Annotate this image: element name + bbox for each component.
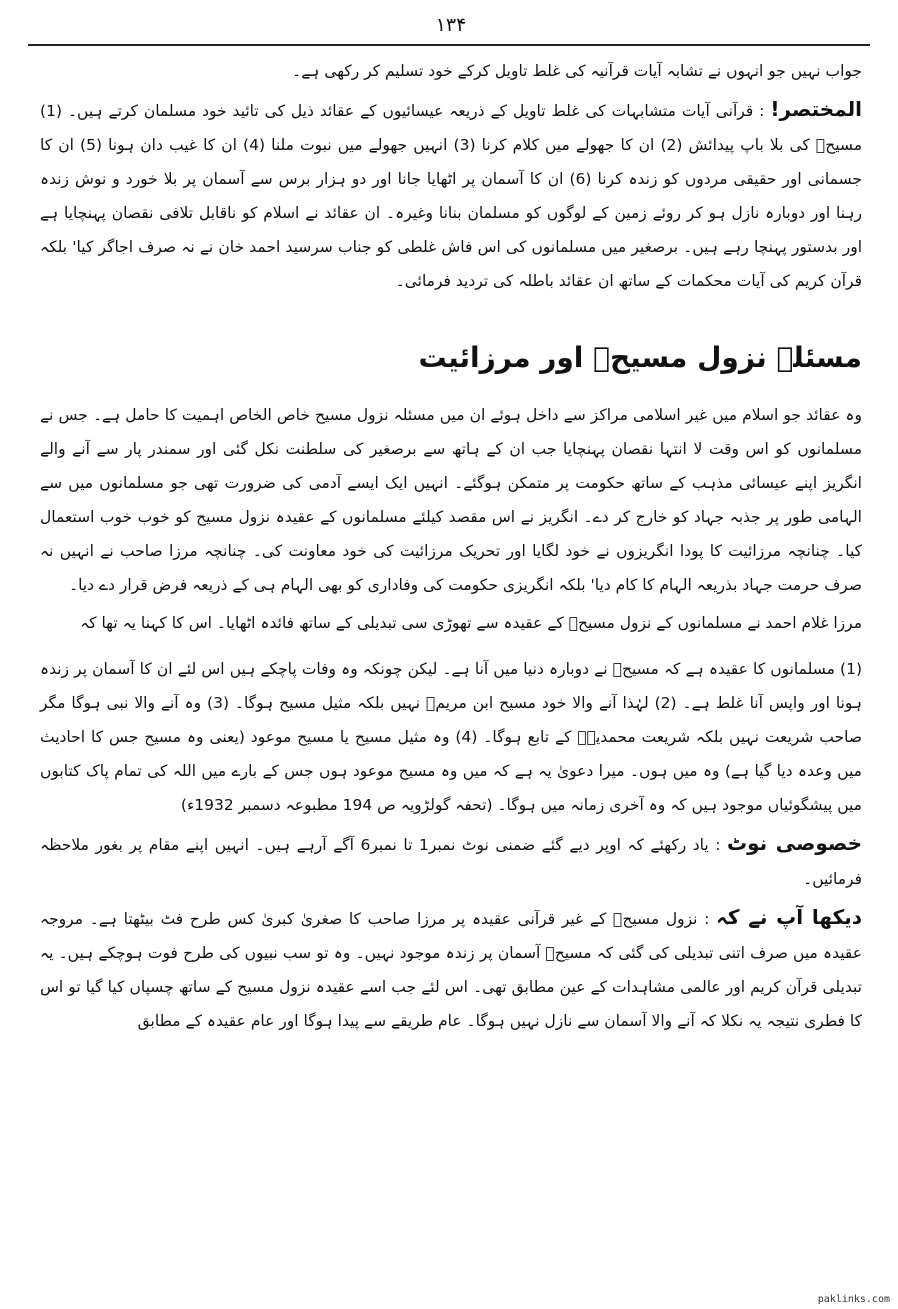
conclusion-line: عقیدہ میں صرف اتنی تبدیلی کی گئی کہ مسیحؑ آسمان پر زندہ موجود نہیں۔ وہ تو سب نبیوں کی طرح فوت ہوچکے ہیں۔ یہ xyxy=(40,944,862,962)
para1-line: کے ذریعہ فرض قرار دے دیا۔ xyxy=(69,576,249,594)
conclusion-line: تبدیلی قرآن کریم اور عالمی مشاہدات کے عین مطابق تھی۔ اس لئے جب اسے عقیدہ نزول مسیح کے ساتھ چسپاں کیا گیا xyxy=(85,978,862,996)
intro-line: جواب نہیں جو انہوں نے تشابہ آیات قرآنیہ کی غلط تاویل کرکے خود تسلیم کر رکھی ہے۔ xyxy=(292,62,862,80)
para1-line: وہ عقائد جو اسلام میں غیر اسلامی مراکز سے داخل ہوئے ان میں مسئلہ نزول مسیح خاص الخاص اہمیت کا حامل ہے۔ xyxy=(92,406,862,424)
summary-line: ان کا جسمانی اور حقیقی مردوں کو زندہ کرنا (6) ان کا آسمان پر اٹھایا جانا اور دو ہزار برس سے آسمان پر بلا خورد و نوش xyxy=(40,136,862,188)
para1-line: جس نے مسلمانوں کو اس وقت لا انتہا نقصان پہنچایا جب ان کے ہاتھ سے برصغیر کی سلطنت نکل گئی اور سمندر پار سے xyxy=(40,406,862,458)
summary-line: : قرآنی آیات متشابہات کی غلط تاویل کے ذریعہ عیسائیوں کے عقائد ذیل کی تائید خود مسلمان کرتے ہیں۔ (1) xyxy=(40,102,765,120)
summary-line: اجاگر کیا' بلکہ قرآن کریم کی آیات محکمات کے ساتھ ان عقائد باطلہ کی تردید فرمائی۔ xyxy=(40,238,862,290)
quote-line: پاک کتابوں میں پیشگوئیاں موجود ہیں کہ وہ آخری زمانہ میں ہوگا۔ (تحفہ گولڑویہ ص 194 مطبوعہ دسمبر 1932ء) xyxy=(40,762,862,814)
header-rule xyxy=(28,44,870,46)
para1 xyxy=(40,398,862,602)
summary-line: مسیحؑ کی بلا باپ پیدائش (2) ان کا جھولے میں کلام کرنا (3) انہیں جھولے میں نبوت ملنا (4) ان کا غیب دان ہونا (5) xyxy=(80,136,863,154)
para2-line: مرزا غلام احمد نے مسلمانوں کے نزول مسیحؑ کے عقیدہ سے تھوڑی سی تبدیلی کے ساتھ فائدہ اٹھایا۔ اس کا کہنا یہ xyxy=(122,614,862,632)
special-note-paragraph xyxy=(40,826,862,896)
para1-line: خوب خوب استعمال کیا۔ چنانچہ مرزائیت کا پودا انگریزوں نے خود لگایا اور تحریک مرزائیت کی خود معاونت کی۔ چنانچہ xyxy=(40,508,863,560)
special-note-line: ملاحظہ فرمائیں۔ xyxy=(40,836,862,888)
para1-line: مسلمانوں میں سے الہامی طور پر جذبہ جہاد کو خارج کر دے۔ انگریز نے اس مقصد کیلئے مسلمانوں کے عقیدہ نزول مسیح کو xyxy=(40,474,862,526)
special-note-line: : یاد رکھئے کہ اوپر دیے گئے ضمنی نوٹ نمبر1 تا نمبر6 آگے آرہے ہیں۔ انہیں اپنے مقام پر بغور xyxy=(95,836,721,854)
spacer xyxy=(40,644,862,652)
summary-paragraph xyxy=(40,92,862,298)
intro-paragraph xyxy=(40,54,862,88)
summary-label: المختصر! xyxy=(770,97,862,121)
page-number: ۱۳۴ xyxy=(435,14,467,36)
conclusion-paragraph xyxy=(40,900,862,1038)
quote-line: زندہ ہونا اور واپس آنا غلط ہے۔ (2) لہٰذا آنے والا خود مسیح ابن مریمؑ نہیں بلکہ مثیل مسیح ہوگا۔ (3) وہ آنے والا نبی xyxy=(40,660,862,712)
quote-line: (1) مسلمانوں کا عقیدہ ہے کہ مسیحؑ نے دوبارہ دنیا میں آنا ہے۔ لیکن چونکہ وہ وفات پاچکے ہیں اس لئے ان کا آسمان پر xyxy=(74,660,862,678)
para2 xyxy=(40,606,862,640)
summary-line: زندہ رہنا اور دوبارہ نازل ہو کر روئے زمین کے لوگوں کو مسلمان بنانا وغیرہ۔ ان عقائد نے اسلام کو ناقابل تلافی نقصان xyxy=(40,170,862,222)
para2-line: تھا کہ xyxy=(80,614,118,632)
para1-line: مرزا صاحب نے انہیں نہ صرف حرمت جہاد بذریعہ الہام کا کام دیا' بلکہ انگریزی حکومت کی وفاداری کو بھی الہام ہی xyxy=(40,542,862,594)
special-note-label: خصوصی نوٹ xyxy=(727,831,863,855)
quote-paragraph xyxy=(40,652,862,822)
conclusion-label: دیکھا آپ نے کہ xyxy=(716,905,862,929)
watermark-footer: paklinks.com xyxy=(817,1294,890,1305)
quote-line: ہوگا مگر صاحب شریعت نہیں بلکہ شریعت محمدیہؐ کے تابع ہوگا۔ (4) وہ مثیل مسیح یا مسیح موعود (یعنی وہ مسیح جس کا xyxy=(40,694,862,746)
quote-line: احادیث میں وعدہ دیا گیا ہے) وہ میں ہوں۔ میرا دعویٰ یہ ہے کہ میں وہ مسیح موعود ہوں جس کے بارے میں اللہ کی تمام xyxy=(40,728,862,780)
conclusion-line: تو اس کا فطری نتیجہ یہ نکلا کہ آنے والا آسمان سے نازل نہیں ہوگا۔ عام طریقے سے پیدا ہوگا اور عام عقیدہ کے مطابق xyxy=(40,978,862,1030)
section-heading: مسئلہ نزول مسیحؑ اور مرزائیت xyxy=(418,341,862,374)
summary-line: پہنچایا ہے اور بدستور پہنچا رہے ہیں۔ برصغیر میں مسلمانوں کی اس فاش غلطی کو جناب سرسید احمد خان نے نہ صرف xyxy=(40,204,863,256)
para1-line: آنے والے انگریز اپنے عیسائی مذہب کے ساتھ حکومت پر متمکن ہوگئے۔ انہیں ایک ایسے آدمی کی ضرورت تھی جو xyxy=(40,440,862,492)
conclusion-line: : نزول مسیحؑ کے غیر قرآنی عقیدہ پر مرزا صاحب کا صغریٰ کبریٰ کس طرح فٹ بیٹھتا ہے۔ مروجہ xyxy=(40,910,710,928)
